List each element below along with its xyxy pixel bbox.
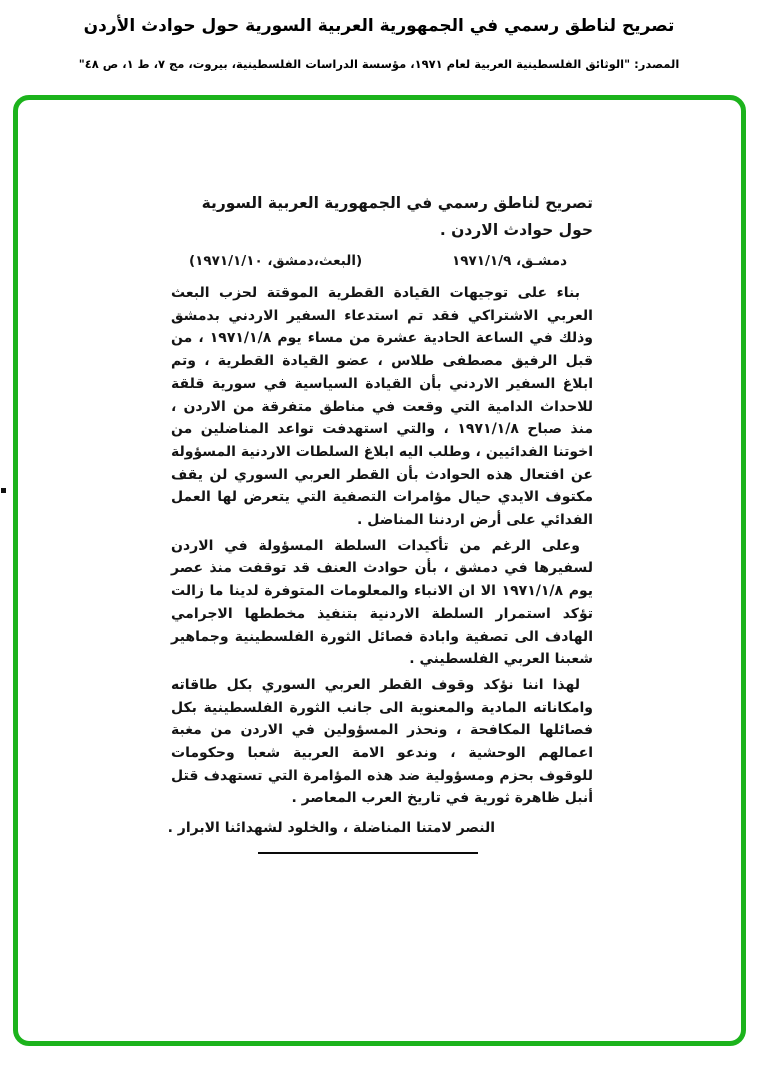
document-scan bbox=[167, 190, 593, 839]
dateline bbox=[171, 253, 593, 269]
paragraph-3: لهذا اننا نؤكد وقوف القطر العربي السوري بكل طاقاته وامكاناته المادية والمعنوية الى جانب الثورة الفلسطينية بكل فصائلها المكافحة ، ونحذر المسؤولين في الاردن من مغبة اعمالهم الوحشية ، وندعو الامة العربية شعبا وحكومات للوقوف بحزم ومسؤولية ضد هذه المؤامرة التي تستهدف قتل أنبل ظاهرة ثورية في تاريخ العرب المعاصر . bbox=[171, 676, 593, 807]
document-title: تصريح لناطق رسمي في الجمهورية العربية السورية حول حوادث الاردن . bbox=[201, 194, 593, 239]
source-citation: المصدر: "الوثائق الفلسطينية العربية لعام ١٩٧١، مؤسسة الدراسات الفلسطينية، بيروت، مج ٧، ط ١، ص ٤٨" bbox=[78, 57, 680, 71]
page-title: تصريح لناطق رسمي في الجمهورية العربية السورية حول حوادث الأردن bbox=[83, 16, 675, 36]
scan-speck bbox=[1, 488, 6, 493]
closing-line: النصر لامتنا المناضلة ، والخلود لشهدائنا الابرار . bbox=[167, 820, 495, 837]
paragraph-1: بناء على توجيهات القيادة القطرية الموقتة لحزب البعث العربي الاشتراكي فقد تم استدعاء السفير الاردني بدمشق وذلك في الساعة الحادية عشرة من مساء يوم ١٩٧١/١/٨ ، من قبل الرفيق مصطفى طلاس ، عضو القيادة القطرية ، وتم ابلاغ السفير الاردني بأن القيادة السياسية في سورية قلقة للاحداث الدامية التي وقعت في مناطق متفرقة من الاردن ، منذ صباح ١٩٧١/١/٨ ، والتي استهدفت تواعد المناضلين من اخوتنا الفدائيين ، وطلب اليه ابلاغ السلطات الاردنية المسؤولة عن افتعال هذه الحوادث بأن القطر العربي السوري لن يقف مكتوف الايدي حيال مؤامرات التصفية التي يتعرض لها العمل الفدائي على أرض اردننا المناضل . bbox=[171, 285, 593, 529]
dateline-place-date: دمشـق، ١٩٧١/١/٩ bbox=[452, 253, 567, 269]
divider-rule bbox=[258, 852, 478, 854]
dateline-source-ref: (البعث،دمشق، ١٩٧١/١/١٠) bbox=[189, 253, 363, 269]
paragraph-2: وعلى الرغم من تأكيدات السلطة المسؤولة في الاردن لسفيرها في دمشق ، بأن حوادث العنف قد توقفت منذ عصر يوم ١٩٧١/١/٨ الا ان الانباء والمعلومات المتوفرة لدينا ما زالت تؤكد استمرار السلطة الاردنية بتنفيذ مخططها الاجرامي الهادف الى تصفية وابادة فصائل الثورة الفلسطينية وجماهير شعبنا العربي الفلسطيني . bbox=[171, 537, 593, 668]
